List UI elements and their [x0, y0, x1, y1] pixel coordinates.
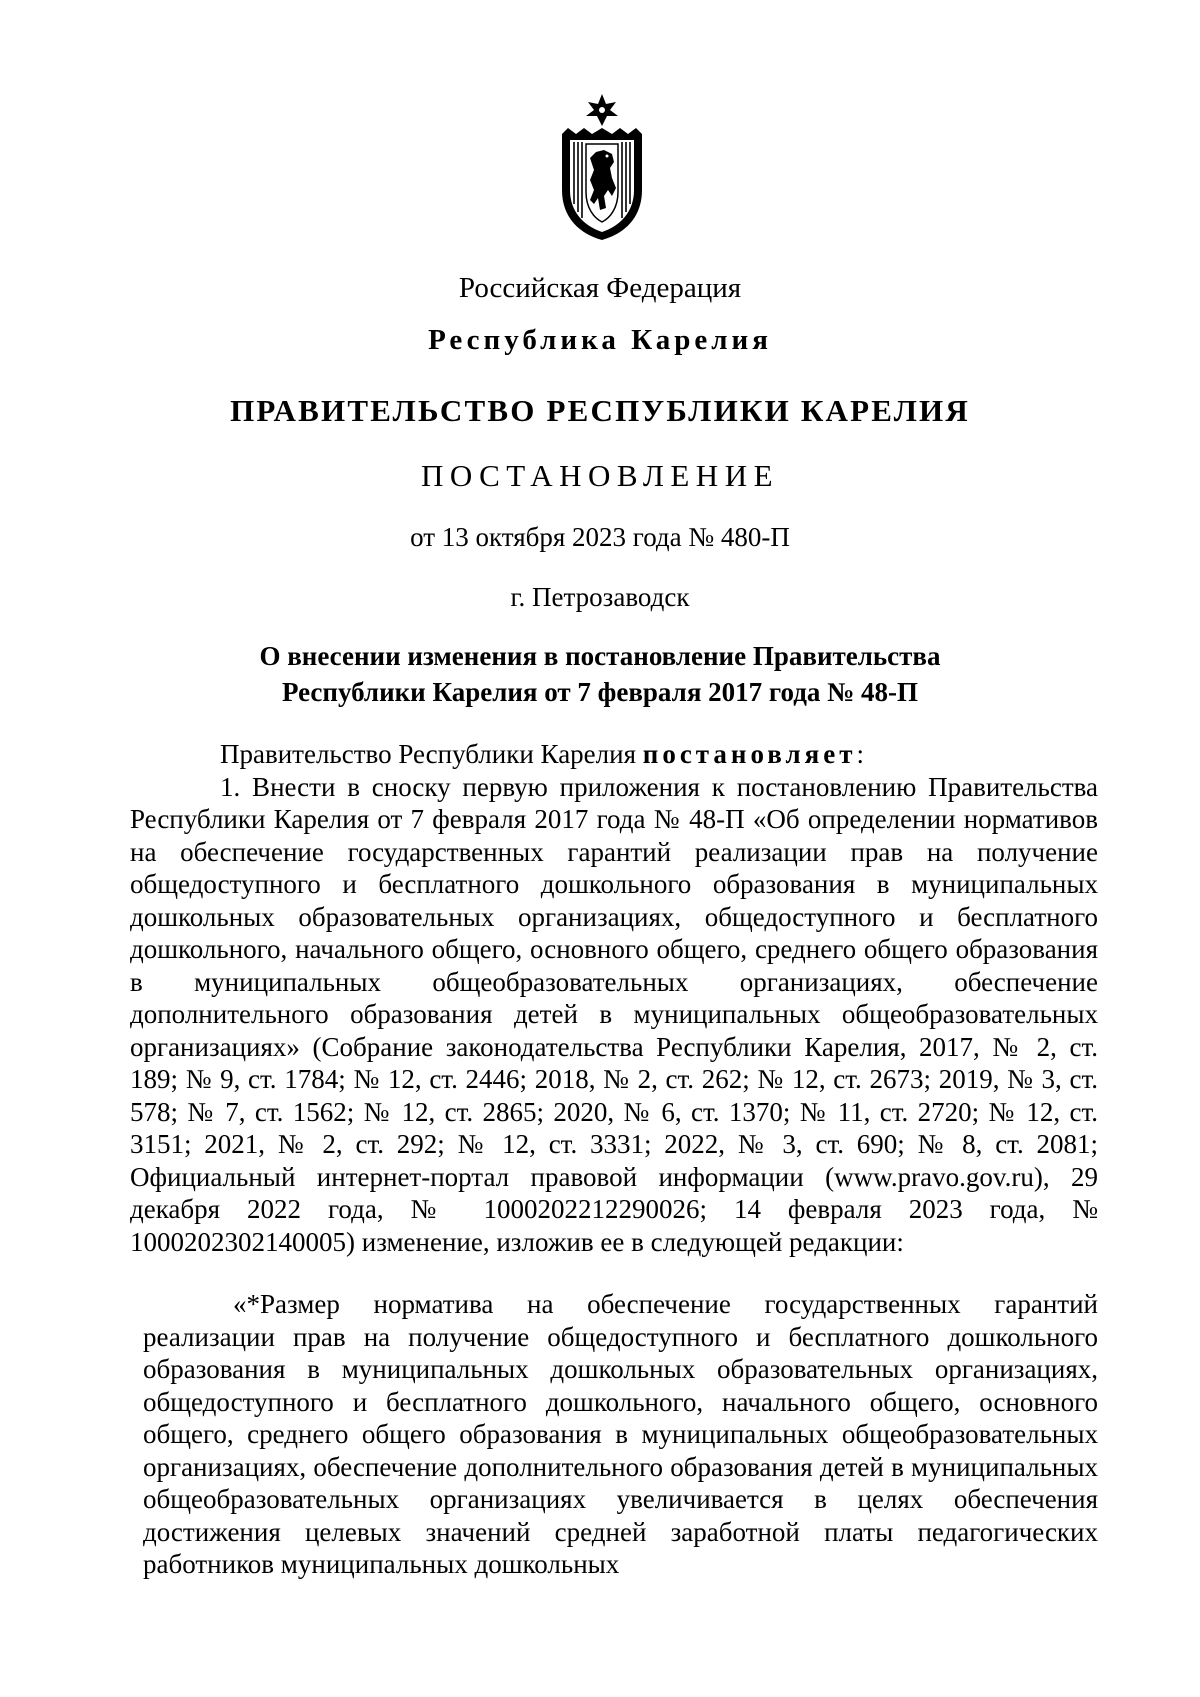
intro-suffix: :	[856, 739, 865, 769]
document-title	[0, 638, 1200, 710]
quoted-footnote-text: «*Размер норматива на обеспечение государственных гарантий реализации прав на получение общедоступного и бесплатного дошкольного образования в муниципальных дошкольных образовательных организациях, общедоступного и бесплатного дошкольного, начального общего, основного общего, среднего общего образования в муниципальных общеобразовательных организациях, обеспечение дополнительного образования детей в муниципальных общеобразовательных организациях увеличивается в целях обеспечения достижения целевых значений средней заработной платы педагогических работников муниципальных дошкольных	[143, 1289, 1098, 1579]
republic-name: Республика Карелия	[428, 324, 772, 356]
document-type: ПОСТАНОВЛЕНИЕ	[420, 458, 780, 493]
intro-prefix: Правительство Республики Карелия	[220, 739, 643, 769]
government-name: ПРАВИТЕЛЬСТВО РЕСПУБЛИКИ КАРЕЛИЯ	[230, 393, 970, 428]
document-city: г. Петрозаводск	[510, 582, 690, 612]
intro-keyword: постановляет	[642, 739, 857, 769]
intro-paragraph	[130, 738, 1098, 771]
title-line-2: Республики Карелия от 7 февраля 2017 года № 48-П	[281, 677, 919, 707]
item-1-paragraph: 1. Внести в сноску первую приложения к постановлению Правительства Республики Карелия от 7 февраля 2017 года № 48-П «Об определении нормативов на обеспечение государственных гарантий реализации прав на получение общедоступного и бесплатного дошкольного образования в муниципальных дошкольных образовательных организациях, общедоступного и бесплатного дошкольного, начального общего, основного общего, среднего общего образования в муниципальных общеобразовательных организациях, обеспечение дополнительного образования детей в муниципальных общеобразовательных организациях» (Собрание законодательства Республики Карелия, 2017, № 2, ст. 189; № 9, ст. 1784; № 12, ст. 2446; 2018, № 2, ст. 262; № 12, ст. 2673; 2019, № 3, ст. 578; № 7, ст. 1562; № 12, ст. 2865; 2020, № 6, ст. 1370; № 11, ст. 2720; № 12, ст. 3151; 2021, № 2, ст. 292; № 12, ст. 3331; 2022, № 3, ст. 690; № 8, ст. 2081; Официальный интернет-портал правовой информации (www.pravo.gov.ru), 29 декабря 2022 года, № 1000202212290026; 14 февраля 2023 года, № 1000202302140005) изменение, изложив ее в следующей редакции:	[130, 771, 1098, 1257]
document-date-number: от 13 октября 2023 года № 480-П	[410, 522, 790, 552]
country-name: Российская Федерация	[458, 272, 742, 304]
karelia-coat-of-arms-icon	[558, 92, 646, 242]
quoted-footnote	[143, 1288, 1098, 1581]
title-line-1: О внесении изменения в постановление Правительства	[259, 641, 941, 671]
document-body	[130, 738, 1098, 1258]
